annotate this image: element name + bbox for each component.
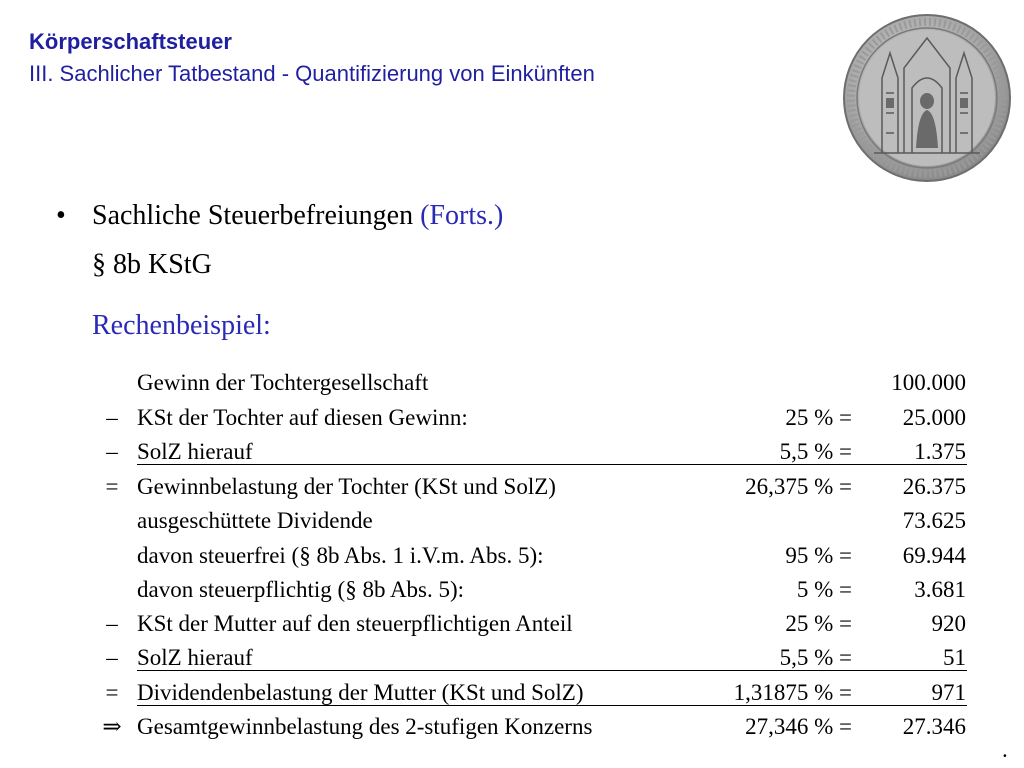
- calc-operator: –: [106, 439, 118, 464]
- calc-label: Gesamtgewinnbelastung des 2-stufigen Konzerns: [137, 714, 593, 739]
- calc-label: KSt der Tochter auf diesen Gewinn:: [137, 405, 468, 430]
- calc-row: [0, 710, 1024, 744]
- calc-value: 73.625: [902, 508, 966, 533]
- calc-label: SolZ hierauf: [137, 645, 253, 670]
- calc-value: 971: [931, 680, 966, 705]
- calc-percentage: 5 % =: [796, 577, 852, 602]
- calc-row: [0, 607, 1024, 641]
- calc-value: 69.944: [902, 543, 966, 568]
- calc-percentage: 1,31875 % =: [733, 680, 852, 705]
- university-seal-icon: [842, 13, 1012, 183]
- bullet-heading-main: Sachliche Steuerbefreiungen: [92, 200, 414, 231]
- calc-value: 920: [931, 611, 966, 636]
- calc-row: [0, 470, 1024, 504]
- calc-operator: =: [105, 680, 119, 705]
- calc-label: SolZ hierauf: [137, 439, 253, 464]
- footer-dot: .: [1002, 737, 1008, 762]
- calc-operator: –: [106, 405, 118, 430]
- calc-row: [0, 573, 1024, 607]
- calc-operator: =: [105, 474, 119, 499]
- calc-row: [0, 401, 1024, 435]
- calc-percentage: 95 % =: [785, 543, 852, 568]
- calc-label: ausgeschüttete Dividende: [137, 508, 373, 533]
- calc-label: davon steuerfrei (§ 8b Abs. 1 i.V.m. Abs. 5):: [137, 543, 544, 568]
- calc-percentage: 26,375 % =: [745, 474, 852, 499]
- calc-row: [0, 504, 1024, 538]
- calc-value: 100.000: [891, 370, 966, 395]
- bullet-marker: •: [56, 200, 66, 231]
- sum-rule: [137, 464, 967, 465]
- calc-percentage: 25 % =: [785, 611, 852, 636]
- bullet-heading: [92, 199, 503, 233]
- calc-row: [0, 366, 1024, 400]
- calc-label: Dividendenbelastung der Mutter (KSt und SolZ): [137, 680, 584, 705]
- calc-percentage: 5,5 % =: [779, 439, 852, 464]
- calc-operator: –: [106, 611, 118, 636]
- calc-value: 1.375: [914, 439, 966, 464]
- calc-percentage: 27,346 % =: [745, 714, 852, 739]
- calc-row: [0, 539, 1024, 573]
- slide-title: Körperschaftsteuer: [29, 29, 232, 54]
- calc-label: davon steuerpflichtig (§ 8b Abs. 5):: [137, 577, 465, 602]
- calc-value: 27.346: [902, 714, 966, 739]
- section-reference: § 8b KStG: [92, 249, 212, 280]
- example-label: Rechenbeispiel:: [92, 310, 271, 341]
- calc-operator: –: [106, 645, 118, 670]
- sum-rule: [137, 705, 967, 706]
- calc-operator: ⇒: [102, 714, 122, 739]
- sum-rule: [137, 670, 967, 671]
- calc-label: Gewinnbelastung der Tochter (KSt und SolZ): [137, 474, 556, 499]
- calc-label: Gewinn der Tochtergesellschaft: [137, 370, 429, 395]
- calc-value: 51: [943, 645, 966, 670]
- calc-value: 3.681: [914, 577, 966, 602]
- calc-percentage: 5,5 % =: [779, 645, 852, 670]
- bullet-heading-suffix: (Forts.): [420, 200, 504, 231]
- calc-percentage: 25 % =: [785, 405, 852, 430]
- calc-label: KSt der Mutter auf den steuerpflichtigen Anteil: [137, 611, 573, 636]
- calc-value: 26.375: [902, 474, 966, 499]
- calc-value: 25.000: [902, 405, 966, 430]
- slide-subtitle: III. Sachlicher Tatbestand - Quantifizierung von Einkünften: [29, 61, 595, 86]
